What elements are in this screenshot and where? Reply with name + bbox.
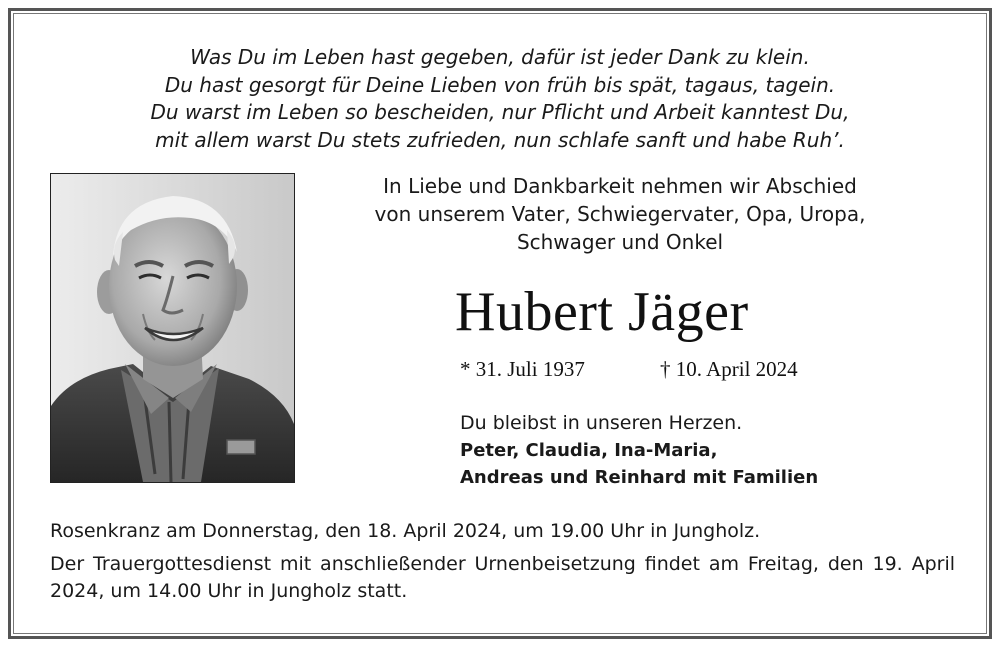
birth-date: * 31. Juli 1937 (460, 357, 585, 381)
poem (0, 44, 1000, 154)
funeral-service-info: Der Trauergottesdienst mit anschließender Urnenbeisetzung findet am Freitag, den 19. April 2024, um 14.00 Uhr in Jungholz statt. (50, 553, 955, 602)
closing-line: Du bleibst in unseren Herzen. (460, 412, 743, 434)
portrait-photo (50, 173, 295, 483)
family-names: Peter, Claudia, Ina-Maria, (460, 440, 718, 461)
deceased-name: Hubert Jäger (455, 281, 749, 343)
poem-line: Du warst im Leben so bescheiden, nur Pflicht und Arbeit kanntest Du, (150, 100, 850, 124)
intro-line: Schwager und Onkel (516, 230, 724, 254)
closing-block (460, 410, 910, 491)
intro-line: In Liebe und Dankbarkeit nehmen wir Abschied (383, 174, 857, 198)
portrait-illustration (51, 174, 294, 482)
intro-line: von unserem Vater, Schwiegervater, Opa, Uropa, (374, 202, 866, 226)
poem-line: Du hast gesorgt für Deine Lieben von früh bis spät, tagaus, tagein. (164, 72, 836, 97)
poem-line: mit allem warst Du stets zufrieden, nun schlafe sanft und habe Ruh’. (155, 127, 845, 152)
service-info (50, 518, 955, 605)
rosary-info: Rosenkranz am Donnerstag, den 18. April 2024, um 19.00 Uhr in Jungholz. (50, 520, 761, 542)
family-names: Andreas und Reinhard mit Familien (460, 467, 819, 488)
death-date: † 10. April 2024 (660, 357, 798, 381)
poem-line: Was Du im Leben hast gegeben, dafür ist jeder Dank zu klein. (190, 45, 810, 69)
farewell-intro (330, 172, 910, 256)
life-dates (460, 355, 880, 383)
